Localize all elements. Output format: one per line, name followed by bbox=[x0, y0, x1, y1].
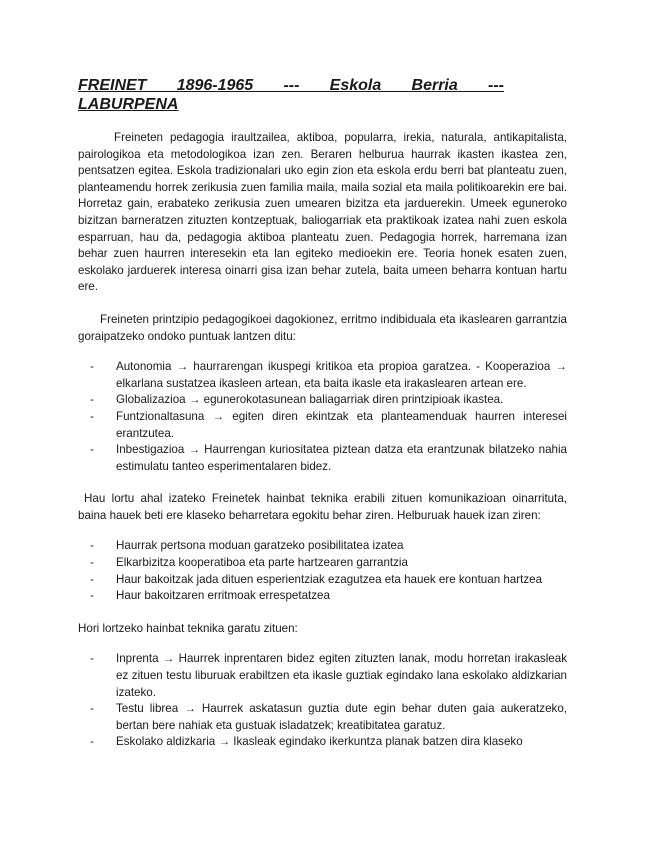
list-item-text: Funtzionaltasuna → egiten diren ekintzak eta planteamenduak haurren interesei erantzutea. bbox=[116, 409, 567, 440]
goals-list bbox=[78, 538, 567, 604]
bullet-dash: - bbox=[90, 360, 94, 374]
list-item bbox=[78, 392, 567, 409]
bullet-dash: - bbox=[90, 735, 94, 749]
list-item bbox=[78, 442, 567, 475]
list-item bbox=[78, 588, 567, 605]
principles-list bbox=[78, 359, 567, 475]
bullet-dash: - bbox=[90, 443, 94, 457]
bullet-dash: - bbox=[90, 652, 94, 666]
intro-paragraph: Freineten pedagogia iraultzailea, aktiboa, popularra, irekia, naturala, antikapitalista, pairologikoa eta metodologikoa izan zen. Beraren helburua haurrak ikasten ikastea zen, pentsatzen egitea. Eskola tradizionalari uko egin zion eta eskola erdu berri bat planteatu zuen, planteamendu horrek zerikusia zuen familia maila, maila sozial eta maila politikoarekin ere bai. Horretaz gain, erabateko zerikusia zuen umearen bizitza eta jarduerekin. Umeek eguneroko bizitzan barneratzen zituzten kontzeptuak, baliogarriak eta praktikoak izatea nahi zuen eskola esparruan, hau da, pedagogia aktiboa planteatu zuen. Pedagogia horrek, harremana izan behar zuen haurren interesekin eta lan egiteko medioekin ere. Teoria honek esaten zuen, eskolako jarduerek interesa oinarri gisa izan behar zutela, baita umeen beharra kontuan hartu ere. bbox=[78, 131, 567, 294]
list-item-text: Haur bakoitzak jada dituen esperientziak ezagutzea eta hauek ere kontuan hartzea bbox=[116, 572, 543, 586]
list-item bbox=[78, 555, 567, 572]
list-item bbox=[78, 409, 567, 442]
bullet-dash: - bbox=[90, 589, 94, 603]
list-item bbox=[78, 359, 567, 392]
techniques-list bbox=[78, 651, 567, 751]
list-item-text: Testu librea → Haurrek askatasun guztia dute egin behar duten gaia aukeratzeko, bertan bere nahiak eta gustuak isladatzek; kreatibitatea garatuz. bbox=[116, 702, 567, 732]
list-item bbox=[78, 701, 567, 734]
techniques-paragraph: Hori lortzeko hainbat teknika garatu zituen: bbox=[78, 621, 298, 635]
list-item-text: Haur bakoitzaren erritmoak errespetatzea bbox=[116, 589, 330, 603]
list-item-text: Eskolako aldizkaria → Ikasleak egindako ikerkuntza planak batzen dira klaseko bbox=[116, 735, 523, 749]
list-item-text: Elkarbizitza kooperatiboa eta parte hartzearen garrantzia bbox=[116, 556, 408, 570]
list-item bbox=[78, 734, 567, 751]
techniques-intro-paragraph: Hau lortu ahal izateko Freinetek hainbat teknika erabili zituen komunikazioan oinarrituta, baina hauek beti ere klaseko beharretara egokitu behar ziren. Helburuak hauek izan ziren: bbox=[78, 492, 567, 522]
bullet-dash: - bbox=[90, 556, 94, 570]
bullet-dash: - bbox=[90, 539, 94, 553]
list-item bbox=[78, 572, 567, 589]
bullet-dash: - bbox=[90, 572, 94, 586]
bullet-dash: - bbox=[90, 409, 94, 423]
list-item-text: Haurrak pertsona moduan garatzeko posibilitatea izatea bbox=[116, 539, 404, 553]
list-item-text: Autonomia → haurrarengan ikuspegi kritikoa eta propioa garatzea. - Kooperazioa → elkarlana sustatzea ikasleen artean, eta baita ikasle eta irakaslearen artean ere. bbox=[116, 360, 567, 390]
document-title: FREINET 1896-1965 --- Eskola Berria --- LABURPENA bbox=[78, 77, 504, 113]
principles-paragraph: Freineten printzipio pedagogikoei dagokionez, erritmo indibiduala eta ikaslearen garrantzia goraipatzeko ondoko puntuak lantzen ditu: bbox=[78, 312, 567, 343]
list-item-text: Inbestigazioa → Haurrengan kuriositatea piztean datza eta erantzunak bilatzeko nahia estimulatu tanteo esperimentalaren bidez. bbox=[116, 443, 567, 473]
list-item bbox=[78, 651, 567, 701]
bullet-dash: - bbox=[90, 393, 94, 407]
list-item-text: Inprenta → Haurrek inprentaren bidez egiten zituzten lanak, modu horretan irakasleak ez zituen testu liburuak erabiltzen eta ikasle guztiak egindako lana eskolako aldizkarian izateko. bbox=[116, 652, 567, 699]
list-item-text: Globalizazioa → egunerokotasunean baliagarriak diren printzipioak ikastea. bbox=[116, 393, 504, 407]
list-item bbox=[78, 538, 567, 555]
bullet-dash: - bbox=[90, 702, 94, 716]
